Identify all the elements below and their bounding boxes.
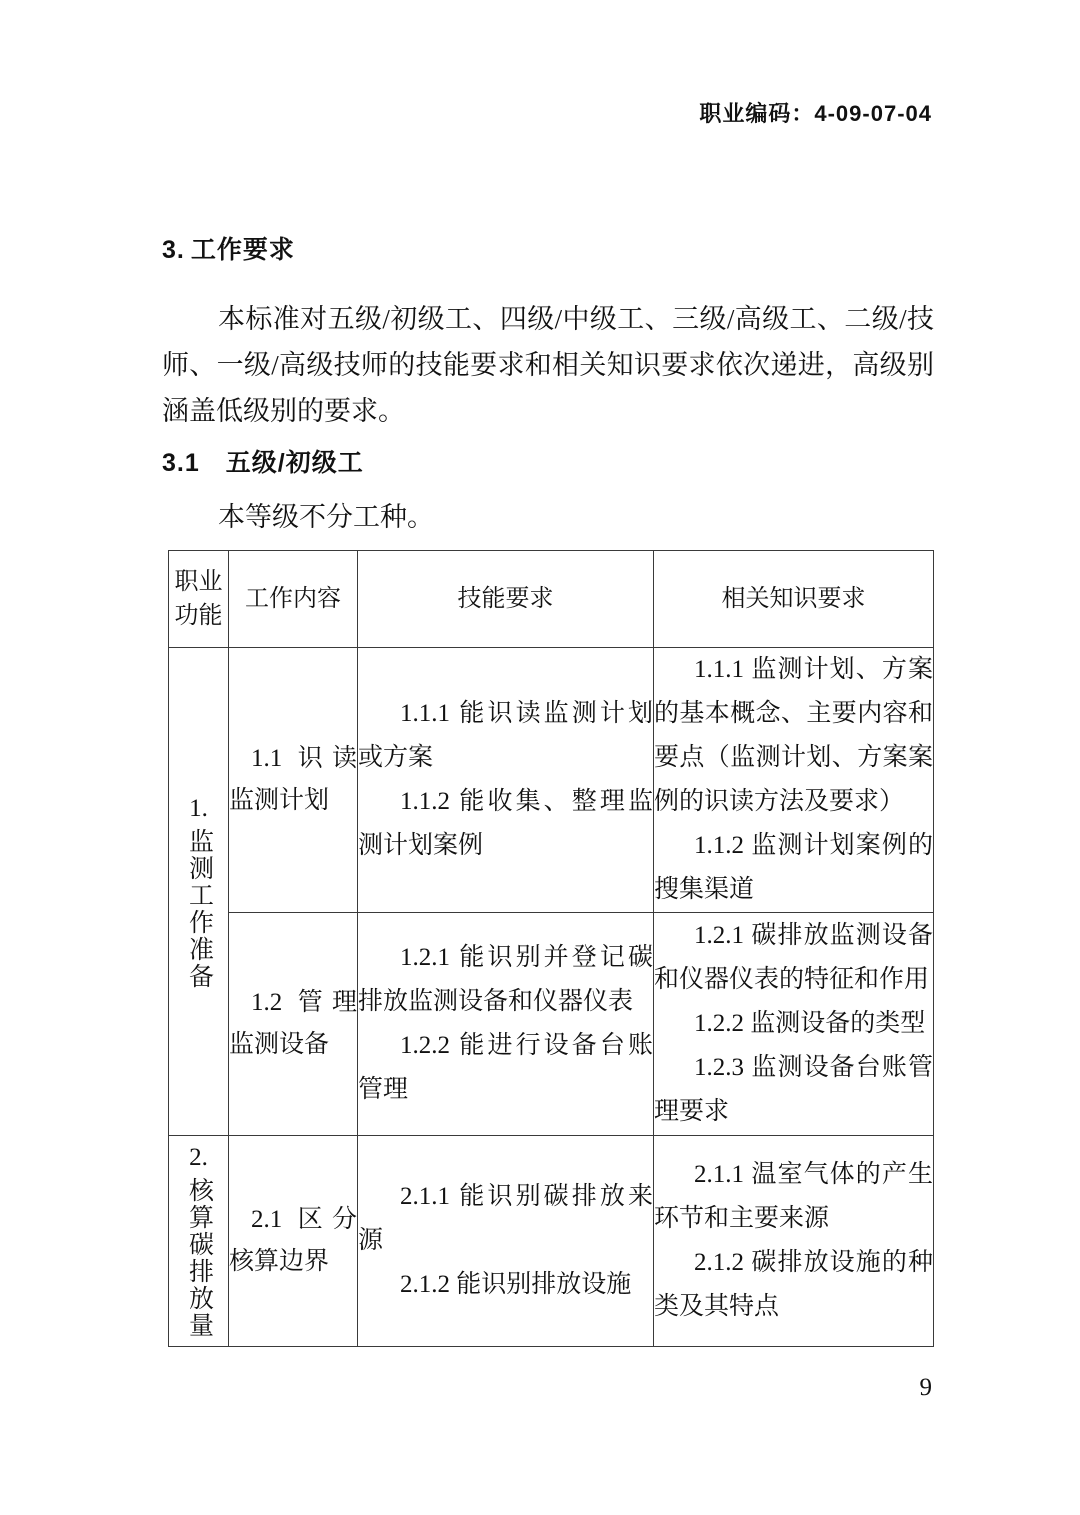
task-content-line2: 监测计划 [229,787,330,814]
skill-requirement-cell [358,648,654,913]
skill-item: 1.2.1 能识别并登记碳排放监测设备和仪器仪表 [358,944,653,1015]
heading-level-five-number: 3.1 [162,449,200,477]
skill-item: 1.1.1 能识读监测计划或方案 [358,700,653,771]
knowledge-item: 1.2.1 碳排放监测设备和仪器仪表的特征和作用 [654,922,933,993]
skill-item: 2.1.2 能识别排放设施 [400,1271,632,1298]
knowledge-requirement-cell [654,648,934,913]
knowledge-requirement-cell [654,913,934,1136]
heading-work-requirements-title: 工作要求 [190,236,295,264]
paragraph-level-five-note: 本等级不分工种。 [218,502,434,532]
column-header-task-content: 工作内容 [229,551,358,648]
task-content-line2: 核算边界 [229,1248,330,1275]
heading-level-five [162,443,364,479]
column-header-knowledge-requirement: 相关知识要求 [654,551,934,648]
table-row [169,648,934,913]
task-content-line2: 监测设备 [229,1031,330,1058]
heading-work-requirements [162,230,295,266]
job-function-name: 监测工作准备 [185,827,213,990]
task-content-line1: 1.2 管理 [251,989,357,1016]
task-content-cell [229,648,358,913]
task-content-cell [229,913,358,1136]
knowledge-item: 2.1.1 温室气体的产生环节和主要来源 [654,1161,933,1232]
skill-requirement-cell [358,1136,654,1347]
column-header-skill-requirement: 技能要求 [358,551,654,648]
task-content-cell [229,1136,358,1347]
table-row [169,913,934,1136]
skill-item: 1.1.2 能收集、整理监测计划案例 [358,788,653,859]
task-content-line1: 2.1 区分 [251,1206,357,1233]
column-header-job-function [169,551,229,648]
table-header-row [169,551,934,648]
knowledge-item: 2.1.2 碳排放设施的种类及其特点 [654,1249,933,1320]
paragraph-work-requirements-intro: 本标准对五级/初级工、四级/中级工、三级/高级工、二级/技师、一级/高级技师的技能要求和相关知识要求依次递进，高级别涵盖低级别的要求。 [162,304,934,426]
knowledge-item: 1.1.1 监测计划、方案的基本概念、主要内容和要点（监测计划、方案案例的识读方法及要求） [654,656,933,815]
job-function-cell [169,648,229,1136]
knowledge-item: 1.1.2 监测计划案例的搜集渠道 [654,832,933,903]
job-function-name: 核算碳排放量 [185,1177,213,1339]
column-header-job-function-line2: 功能 [174,603,223,629]
skill-item: 1.2.2 能进行设备台账管理 [358,1032,653,1103]
job-function-number: 1. [189,794,208,822]
page-number: 9 [919,1374,932,1401]
job-function-cell [169,1136,229,1347]
skill-requirement-cell [358,913,654,1136]
knowledge-item: 1.2.2 监测设备的类型 [694,1010,926,1037]
work-requirements-table [168,550,934,1347]
table-row [169,1136,934,1347]
running-header-occupation-code: 职业编码：4-09-07-04 [699,101,932,126]
knowledge-item: 1.2.3 监测设备台账管理要求 [654,1054,933,1125]
knowledge-requirement-cell [654,1136,934,1347]
job-function-number: 2. [189,1144,208,1171]
skill-item: 2.1.1 能识别碳排放来源 [358,1183,653,1254]
heading-work-requirements-number: 3. [162,236,185,264]
column-header-job-function-line1: 职业 [174,569,223,595]
heading-level-five-title: 五级/初级工 [225,449,364,477]
task-content-line1: 1.1 识读 [251,745,357,772]
